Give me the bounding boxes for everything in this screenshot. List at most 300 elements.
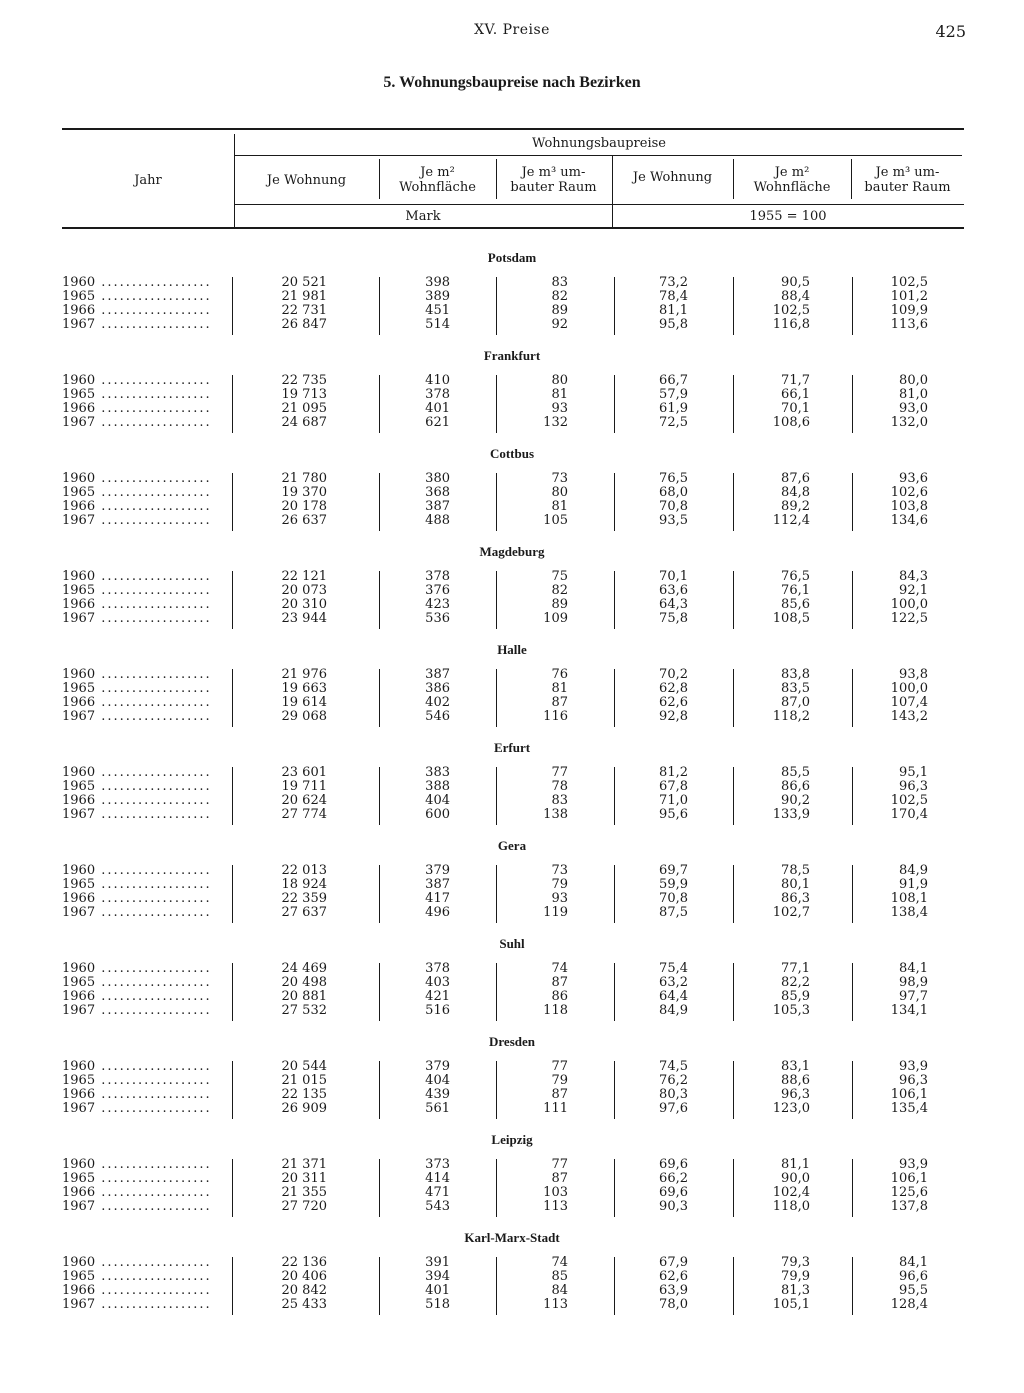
leader-dots: .................. [95,388,212,402]
cell-w: 27 532 [281,1003,327,1018]
year-cell [62,1004,222,1018]
cell-w: 24 469 [281,961,327,976]
table-row [0,318,1024,332]
cell-m2: 379 [425,1059,450,1074]
cell-iw: 62,6 [659,695,688,710]
cell-im2: 123,0 [772,1101,810,1116]
cell-iw: 69,6 [659,1157,688,1172]
year-label: 1967 [62,514,96,528]
leader-dots: .................. [95,808,212,822]
cell-iw: 57,9 [659,387,688,402]
year-label: 1960 [62,864,96,878]
table-row [0,878,1024,892]
cell-im3: 84,1 [899,1255,928,1270]
cell-w: 27 637 [281,905,327,920]
cell-iw: 67,9 [659,1255,688,1270]
cell-m3: 89 [551,597,568,612]
year-cell [62,304,222,318]
cell-iw: 64,3 [659,597,688,612]
cell-m3: 109 [543,611,568,626]
year-label: 1966 [62,1088,96,1102]
district-group [0,250,1024,340]
cell-im2: 90,0 [781,1171,810,1186]
year-cell [62,878,222,892]
cell-im2: 87,0 [781,695,810,710]
header-je-m3-line2: bauter Raum [864,180,951,195]
cell-iw: 92,8 [659,709,688,724]
cell-im2: 102,7 [772,905,810,920]
year-cell [62,1200,222,1214]
cell-im2: 118,0 [772,1199,810,1214]
table-row [0,1200,1024,1214]
cell-m2: 368 [425,485,450,500]
cell-im2: 84,8 [781,485,810,500]
cell-im3: 84,1 [899,961,928,976]
district-group [0,1034,1024,1124]
cell-w: 21 015 [281,1073,327,1088]
year-cell [62,374,222,388]
cell-im2: 80,1 [781,877,810,892]
leader-dots: .................. [95,416,212,430]
cell-iw: 70,8 [659,891,688,906]
leader-dots: .................. [95,290,212,304]
cell-im2: 81,1 [781,1157,810,1172]
cell-m3: 81 [551,499,568,514]
leader-dots: .................. [95,500,212,514]
header-je-m3-line1: Je m³ um- [521,165,586,180]
cell-iw: 69,7 [659,863,688,878]
cell-m3: 73 [551,863,568,878]
cell-iw: 70,8 [659,499,688,514]
header-je-wohnung-index: Je Wohnung [632,170,713,185]
cell-iw: 72,5 [659,415,688,430]
cell-im2: 79,3 [781,1255,810,1270]
leader-dots: .................. [95,1298,212,1312]
cell-m3: 113 [543,1297,568,1312]
year-label: 1966 [62,990,96,1004]
table-title: 5. Wohnungsbaupreise nach Bezirken [383,74,641,91]
cell-m3: 74 [551,961,568,976]
cell-w: 20 624 [281,793,327,808]
cell-w: 19 713 [281,387,327,402]
cell-m2: 417 [425,891,450,906]
cell-m3: 105 [543,513,568,528]
table-row [0,514,1024,528]
cell-iw: 80,3 [659,1087,688,1102]
year-cell [62,388,222,402]
cell-im2: 112,4 [772,513,810,528]
year-cell [62,780,222,794]
table-row [0,388,1024,402]
year-cell [62,668,222,682]
cell-m2: 386 [425,681,450,696]
cell-im2: 116,8 [772,317,810,332]
table-row [0,682,1024,696]
cell-iw: 81,2 [659,765,688,780]
cell-m2: 496 [425,905,450,920]
cell-m2: 561 [425,1101,450,1116]
cell-m2: 379 [425,863,450,878]
leader-dots: .................. [95,696,212,710]
cell-m2: 546 [425,709,450,724]
cell-im3: 134,6 [890,513,928,528]
cell-im3: 98,9 [899,975,928,990]
cell-im2: 105,1 [772,1297,810,1312]
year-cell [62,416,222,430]
cell-w: 21 095 [281,401,327,416]
table-row [0,892,1024,906]
cell-w: 26 637 [281,513,327,528]
year-label: 1967 [62,612,96,626]
cell-im2: 85,6 [781,597,810,612]
table-row [0,1088,1024,1102]
table-row [0,276,1024,290]
cell-m2: 378 [425,569,450,584]
cell-m2: 398 [425,275,450,290]
leader-dots: .................. [95,1172,212,1186]
leader-dots: .................. [95,1004,212,1018]
year-cell [62,1158,222,1172]
year-cell [62,598,222,612]
table-row [0,500,1024,514]
cell-m2: 543 [425,1199,450,1214]
district-group [0,838,1024,928]
cell-m2: 514 [425,317,450,332]
cell-im3: 135,4 [890,1101,928,1116]
cell-m2: 516 [425,1003,450,1018]
table-row [0,1270,1024,1284]
cell-iw: 84,9 [659,1003,688,1018]
cell-m2: 376 [425,583,450,598]
cell-iw: 66,7 [659,373,688,388]
cell-m3: 85 [551,1269,568,1284]
table-row [0,696,1024,710]
year-label: 1960 [62,1256,96,1270]
cell-im2: 76,1 [781,583,810,598]
cell-im2: 70,1 [781,401,810,416]
table-row [0,864,1024,878]
cell-m3: 82 [551,583,568,598]
table-row [0,402,1024,416]
district-name: Dresden [489,1034,535,1049]
cell-m3: 86 [551,989,568,1004]
cell-im3: 143,2 [890,709,928,724]
district-name: Halle [497,642,527,657]
header-je-m2-line1: Je m² [420,165,455,180]
cell-w: 24 687 [281,415,327,430]
cell-m3: 84 [551,1283,568,1298]
header-je-m2-line2: Wohnfläche [399,180,476,195]
year-label: 1965 [62,878,96,892]
cell-w: 20 544 [281,1059,327,1074]
cell-m3: 75 [551,569,568,584]
year-label: 1965 [62,1074,96,1088]
page-number: 425 [935,22,966,41]
cell-iw: 90,3 [659,1199,688,1214]
table-row [0,962,1024,976]
cell-w: 23 944 [281,611,327,626]
leader-dots: .................. [95,892,212,906]
cell-m3: 83 [551,275,568,290]
cell-im3: 81,0 [899,387,928,402]
cell-im3: 109,9 [890,303,928,318]
cell-im2: 89,2 [781,499,810,514]
year-label: 1960 [62,374,96,388]
year-label: 1967 [62,808,96,822]
cell-iw: 74,5 [659,1059,688,1074]
leader-dots: .................. [95,962,212,976]
district-name: Frankfurt [483,348,541,363]
leader-dots: .................. [95,682,212,696]
cell-m3: 81 [551,387,568,402]
cell-iw: 62,8 [659,681,688,696]
cell-w: 20 073 [281,583,327,598]
cell-m2: 410 [425,373,450,388]
cell-m3: 73 [551,471,568,486]
cell-im2: 118,2 [772,709,810,724]
cell-im2: 88,6 [781,1073,810,1088]
leader-dots: .................. [95,1074,212,1088]
cell-iw: 59,9 [659,877,688,892]
year-label: 1960 [62,668,96,682]
leader-dots: .................. [95,1200,212,1214]
cell-m3: 82 [551,289,568,304]
cell-w: 20 521 [281,275,327,290]
cell-iw: 95,6 [659,807,688,822]
leader-dots: .................. [95,486,212,500]
cell-m2: 403 [425,975,450,990]
cell-im2: 81,3 [781,1283,810,1298]
table-row [0,1004,1024,1018]
table-row [0,1186,1024,1200]
district-group [0,1230,1024,1320]
year-label: 1960 [62,962,96,976]
table-row [0,808,1024,822]
cell-m3: 118 [543,1003,568,1018]
cell-iw: 71,0 [659,793,688,808]
cell-im3: 95,1 [899,765,928,780]
table-row [0,416,1024,430]
district-name: Leipzig [491,1132,533,1147]
cell-m3: 87 [551,695,568,710]
cell-iw: 95,8 [659,317,688,332]
leader-dots: .................. [95,318,212,332]
leader-dots: .................. [95,1270,212,1284]
cell-iw: 76,5 [659,471,688,486]
cell-iw: 70,1 [659,569,688,584]
leader-dots: .................. [95,612,212,626]
cell-m3: 77 [551,765,568,780]
year-cell [62,710,222,724]
header-group: Wohnungsbaupreise [532,136,666,151]
leader-dots: .................. [95,1060,212,1074]
table-row [0,612,1024,626]
cell-im2: 105,3 [772,1003,810,1018]
cell-m2: 621 [425,415,450,430]
year-cell [62,1256,222,1270]
cell-iw: 73,2 [659,275,688,290]
cell-m3: 87 [551,1087,568,1102]
cell-w: 20 178 [281,499,327,514]
cell-im2: 96,3 [781,1087,810,1102]
cell-im2: 83,5 [781,681,810,696]
section-title: XV. Preise [474,22,550,38]
cell-im3: 93,9 [899,1059,928,1074]
leader-dots: .................. [95,1186,212,1200]
cell-m2: 380 [425,471,450,486]
cell-iw: 67,8 [659,779,688,794]
cell-m2: 439 [425,1087,450,1102]
cell-im2: 90,2 [781,793,810,808]
table-row [0,472,1024,486]
table-row [0,1172,1024,1186]
year-label: 1960 [62,1158,96,1172]
year-label: 1965 [62,486,96,500]
cell-m3: 113 [543,1199,568,1214]
cell-im2: 102,5 [772,303,810,318]
cell-m3: 78 [551,779,568,794]
cell-m2: 383 [425,765,450,780]
cell-iw: 78,4 [659,289,688,304]
cell-im2: 133,9 [772,807,810,822]
cell-w: 27 774 [281,807,327,822]
cell-im3: 100,0 [890,681,928,696]
cell-iw: 70,2 [659,667,688,682]
year-label: 1967 [62,318,96,332]
leader-dots: .................. [95,276,212,290]
cell-m3: 77 [551,1157,568,1172]
year-label: 1965 [62,1172,96,1186]
cell-iw: 75,4 [659,961,688,976]
year-cell [62,1074,222,1088]
cell-iw: 63,9 [659,1283,688,1298]
year-cell [62,1102,222,1116]
header-unit-mark: Mark [405,209,441,224]
cell-iw: 63,6 [659,583,688,598]
year-cell [62,794,222,808]
cell-m2: 600 [425,807,450,822]
header-je-m2-line1: Je m² [774,165,810,180]
year-cell [62,514,222,528]
cell-m3: 80 [551,373,568,388]
cell-w: 19 614 [281,695,327,710]
year-cell [62,808,222,822]
cell-w: 29 068 [281,709,327,724]
leader-dots: .................. [95,710,212,724]
cell-m2: 404 [425,1073,450,1088]
cell-iw: 97,6 [659,1101,688,1116]
header-je-m2-line2: Wohnfläche [753,180,831,195]
cell-w: 19 370 [281,485,327,500]
cell-im3: 108,1 [890,891,928,906]
cell-m3: 77 [551,1059,568,1074]
cell-im3: 84,3 [899,569,928,584]
year-cell [62,990,222,1004]
cell-im3: 107,4 [890,695,928,710]
cell-w: 23 601 [281,765,327,780]
cell-m2: 471 [425,1185,450,1200]
cell-iw: 75,8 [659,611,688,626]
year-label: 1966 [62,892,96,906]
cell-w: 20 498 [281,975,327,990]
cell-w: 19 711 [281,779,327,794]
cell-m2: 402 [425,695,450,710]
district-group [0,446,1024,536]
year-cell [62,276,222,290]
year-label: 1967 [62,1004,96,1018]
table-row [0,584,1024,598]
cell-m2: 373 [425,1157,450,1172]
cell-w: 20 881 [281,989,327,1004]
cell-im3: 100,0 [890,597,928,612]
cell-m3: 79 [551,1073,568,1088]
leader-dots: .................. [95,304,212,318]
cell-im2: 90,5 [781,275,810,290]
year-cell [62,1172,222,1186]
district-name: Cottbus [489,446,535,461]
cell-im2: 82,2 [781,975,810,990]
district-name: Suhl [499,936,525,951]
district-group [0,642,1024,732]
cell-m2: 414 [425,1171,450,1186]
cell-iw: 93,5 [659,513,688,528]
cell-im3: 102,5 [890,275,928,290]
cell-m2: 394 [425,1269,450,1284]
header-unit-index: 1955 = 100 [749,209,827,224]
table-row [0,1074,1024,1088]
cell-w: 18 924 [281,877,327,892]
header-je-wohnung-mark: Je Wohnung [266,173,347,188]
year-label: 1965 [62,388,96,402]
district-group [0,740,1024,830]
year-cell [62,864,222,878]
district-name: Karl-Marx-Stadt [464,1230,560,1245]
cell-im3: 102,5 [890,793,928,808]
header-je-m3-line1: Je m³ um- [875,165,940,180]
table-row [0,1102,1024,1116]
cell-m3: 119 [543,905,568,920]
cell-w: 19 663 [281,681,327,696]
cell-w: 27 720 [281,1199,327,1214]
table-row [0,1298,1024,1312]
leader-dots: .................. [95,598,212,612]
year-cell [62,1186,222,1200]
leader-dots: .................. [95,878,212,892]
year-label: 1967 [62,416,96,430]
cell-im3: 93,8 [899,667,928,682]
year-cell [62,486,222,500]
year-label: 1960 [62,472,96,486]
cell-im3: 170,4 [890,807,928,822]
cell-w: 22 121 [281,569,327,584]
cell-im2: 79,9 [781,1269,810,1284]
cell-im3: 95,5 [899,1283,928,1298]
cell-iw: 62,6 [659,1269,688,1284]
leader-dots: .................. [95,514,212,528]
cell-im3: 96,3 [899,779,928,794]
cell-m2: 391 [425,1255,450,1270]
leader-dots: .................. [95,1284,212,1298]
cell-w: 21 355 [281,1185,327,1200]
cell-im2: 83,1 [781,1059,810,1074]
cell-m2: 423 [425,597,450,612]
year-label: 1965 [62,584,96,598]
cell-m3: 81 [551,681,568,696]
cell-m3: 76 [551,667,568,682]
table-row [0,570,1024,584]
year-label: 1965 [62,290,96,304]
cell-iw: 76,2 [659,1073,688,1088]
